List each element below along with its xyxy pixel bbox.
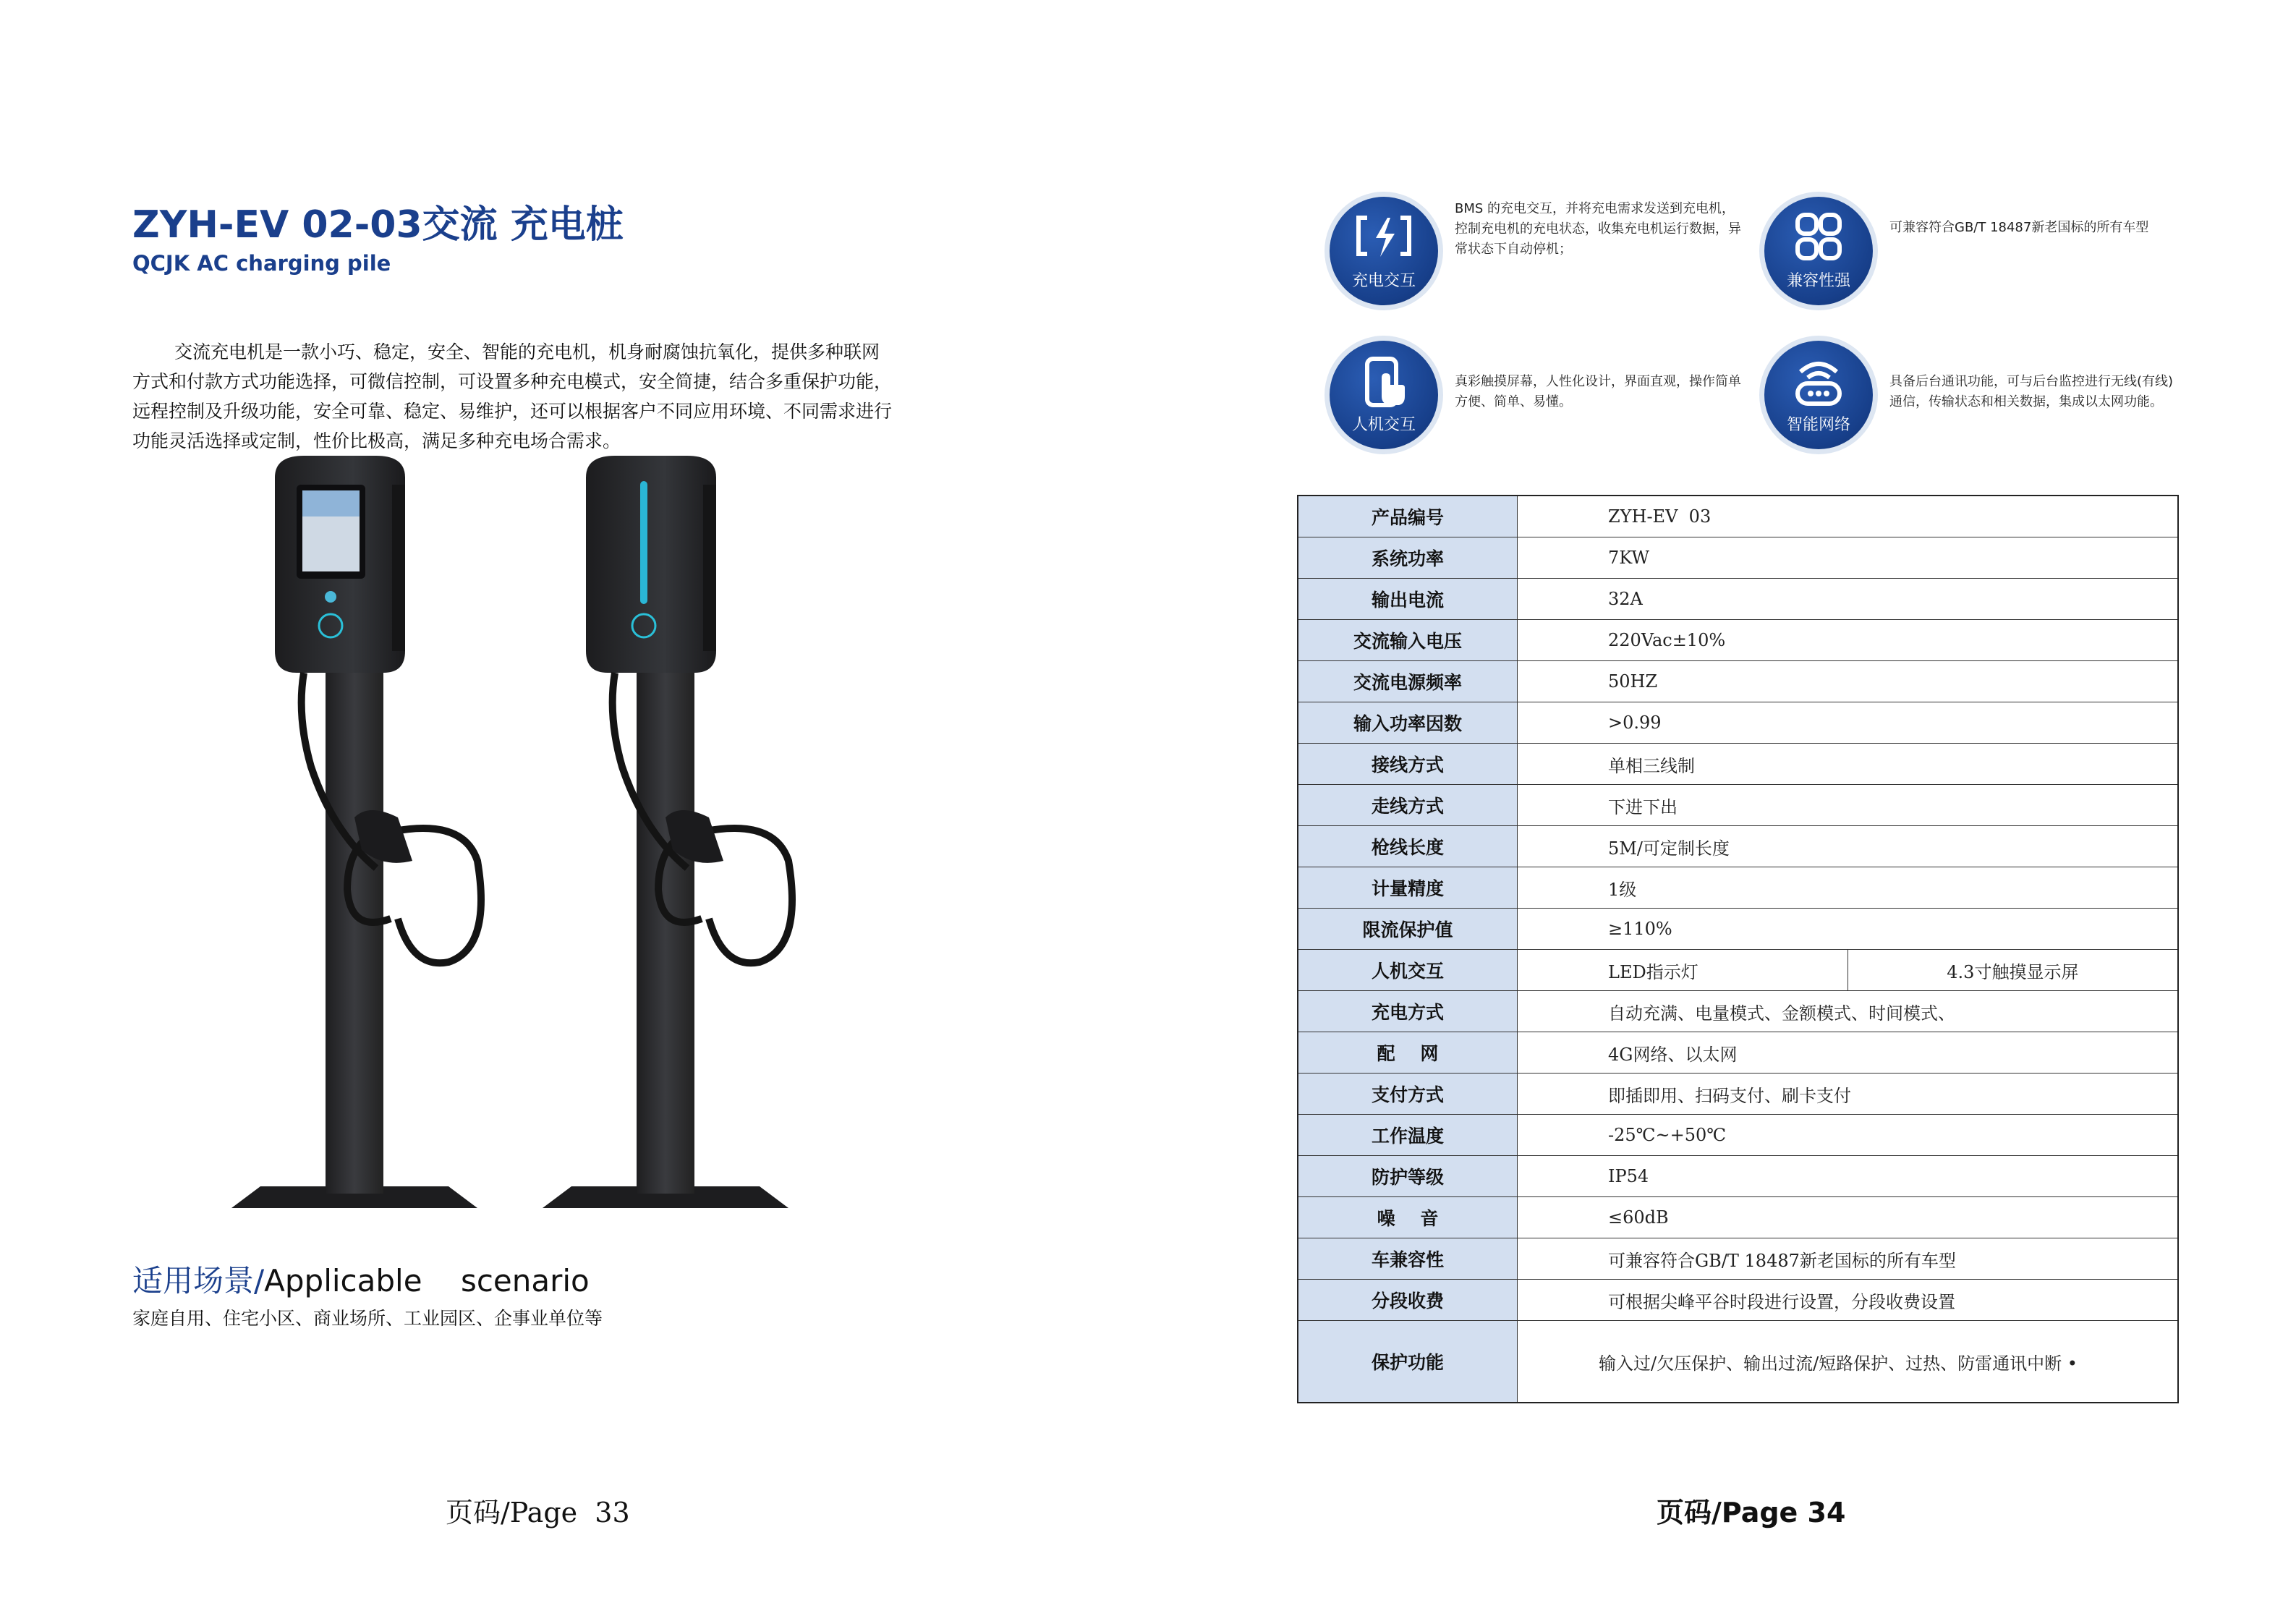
spec-value: 自动充满、电量模式、金额模式、时间模式、: [1518, 991, 2179, 1032]
table-row: [1298, 620, 2178, 661]
spec-key: 工作温度: [1298, 1115, 1518, 1156]
page-number-left: 页码/Page 33: [446, 1497, 630, 1529]
spec-key: 分段收费: [1298, 1280, 1518, 1321]
scenario-heading: [132, 1257, 590, 1301]
table-row: [1298, 744, 2178, 785]
table-row: [1298, 1197, 2178, 1238]
spec-key: 配 网: [1298, 1032, 1518, 1074]
spec-value: ≥110%: [1518, 909, 2179, 950]
charger-with-light-bar: [543, 456, 792, 1208]
spec-value: 50HZ: [1518, 661, 2179, 702]
feature-description: 真彩触摸屏幕，人性化设计，界面直观，操作简单方便、简单、易懂。: [1455, 374, 1741, 409]
spec-value: 即插即用、扫码支付、刷卡支付: [1518, 1074, 2179, 1115]
feature-label: 人机交互: [1351, 415, 1416, 434]
spec-value-secondary: 4.3寸触摸显示屏: [1848, 950, 2178, 991]
spec-value: -25℃~+50℃: [1518, 1115, 2179, 1156]
spec-value: 32A: [1518, 579, 2179, 620]
spec-key: 输出电流: [1298, 579, 1518, 620]
compatibility-icon: [1787, 212, 1850, 267]
table-row: [1298, 702, 2178, 744]
scenario-text: 家庭自用、住宅小区、商业场所、工业园区、企事业单位等: [132, 1308, 603, 1329]
table-row: [1298, 909, 2178, 950]
table-row: [1298, 1074, 2178, 1115]
spec-key: 噪 音: [1298, 1197, 1518, 1238]
feature-badge: [1759, 192, 1878, 310]
feature-description: 可兼容符合GB/T 18487新老国标的所有车型: [1889, 220, 2149, 235]
table-row: [1298, 496, 2178, 537]
spec-key: 枪线长度: [1298, 826, 1518, 867]
page-subtitle: QCJK AC charging pile: [132, 251, 391, 276]
table-row: [1298, 991, 2178, 1032]
charging-pile-product-image: [231, 456, 883, 1230]
table-row: [1298, 826, 2178, 867]
feature-badge: [1325, 192, 1443, 310]
table-row: [1298, 661, 2178, 702]
table-row: [1298, 867, 2178, 909]
table-row: [1298, 1115, 2178, 1156]
spec-value: 5M/可定制长度: [1518, 826, 2179, 867]
spec-value: 4G网络、以太网: [1518, 1032, 2179, 1074]
scenario-heading-cn: 适用场景/: [132, 1263, 265, 1298]
table-row: [1298, 1238, 2178, 1280]
charger-with-screen: [231, 456, 481, 1208]
spec-value: LED指示灯: [1518, 950, 1848, 991]
spec-key: 防护等级: [1298, 1156, 1518, 1197]
feature-label: 智能网络: [1786, 415, 1850, 434]
spec-value: 可兼容符合GB/T 18487新老国标的所有车型: [1518, 1238, 2179, 1280]
feature-label: 充电交互: [1351, 271, 1416, 290]
feature-label: 兼容性强: [1786, 271, 1850, 290]
spec-key: 交流电源频率: [1298, 661, 1518, 702]
spec-value: 可根据尖峰平谷时段进行设置，分段收费设置: [1518, 1280, 2179, 1321]
spec-value: 220Vac±10%: [1518, 620, 2179, 661]
spec-value: ≤60dB: [1518, 1197, 2179, 1238]
feature-badge: [1759, 336, 1878, 454]
spec-value: 输入过/欠压保护、输出过流/短路保护、过热、防雷通讯中断 •: [1518, 1321, 2179, 1403]
spec-key: 充电方式: [1298, 991, 1518, 1032]
spec-value: 1级: [1518, 867, 2179, 909]
spec-value: 单相三线制: [1518, 744, 2179, 785]
feature-badge: [1325, 336, 1443, 454]
charging-interaction-icon: [1353, 212, 1415, 267]
smart-network-icon: [1787, 356, 1850, 411]
spec-key: 系统功率: [1298, 537, 1518, 579]
spec-key: 输入功率因数: [1298, 702, 1518, 744]
spec-key: 支付方式: [1298, 1074, 1518, 1115]
spec-value: IP54: [1518, 1156, 2179, 1197]
feature-description: BMS 的充电交互，并将充电需求发送到充电机，控制充电机的充电状态，收集充电机运行数据，异常状态下自动停机；: [1455, 201, 1741, 257]
spec-value: 下进下出: [1518, 785, 2179, 826]
table-row: [1298, 785, 2178, 826]
table-row: [1298, 1321, 2178, 1403]
spec-key: 计量精度: [1298, 867, 1518, 909]
spec-key: 限流保护值: [1298, 909, 1518, 950]
spec-table: [1297, 495, 2179, 1403]
table-row: [1298, 1032, 2178, 1074]
page-title: ZYH-EV 02-03交流 充电桩: [132, 203, 624, 247]
spec-value: 7KW: [1518, 537, 2179, 579]
spec-key: 保护功能: [1298, 1321, 1518, 1403]
page-number-right: 页码/Page 34: [1657, 1497, 1846, 1529]
table-row: [1298, 1156, 2178, 1197]
spec-key: 车兼容性: [1298, 1238, 1518, 1280]
spec-key: 接线方式: [1298, 744, 1518, 785]
touch-interaction-icon: [1353, 356, 1415, 411]
table-row: [1298, 579, 2178, 620]
spec-key: 人机交互: [1298, 950, 1518, 991]
spec-value: ZYH-EV 03: [1518, 496, 2179, 537]
intro-paragraph: 交流充电机是一款小巧、稳定，安全、智能的充电机，机身耐腐蚀抗氧化，提供多种联网方式和付款方式功能选择，可微信控制，可设置多种充电模式，安全简捷，结合多重保护功能，远程控制及升级功能，安全可靠、稳定、易维护，还可以根据客户不同应用环境、不同需求进行功能灵活选择或定制，性价比极高，满足多种充电场合需求。: [132, 341, 893, 451]
table-row: [1298, 950, 2178, 991]
spec-key: 交流输入电压: [1298, 620, 1518, 661]
feature-description: 具备后台通讯功能，可与后台监控进行无线(有线)通信，传输状态和相关数据，集成以太网功能。: [1889, 374, 2174, 409]
table-row: [1298, 1280, 2178, 1321]
scenario-heading-en: Applicable scenario: [264, 1263, 590, 1298]
table-row: [1298, 537, 2178, 579]
spec-key: 产品编号: [1298, 496, 1518, 537]
spec-key: 走线方式: [1298, 785, 1518, 826]
spec-value: >0.99: [1518, 702, 2179, 744]
